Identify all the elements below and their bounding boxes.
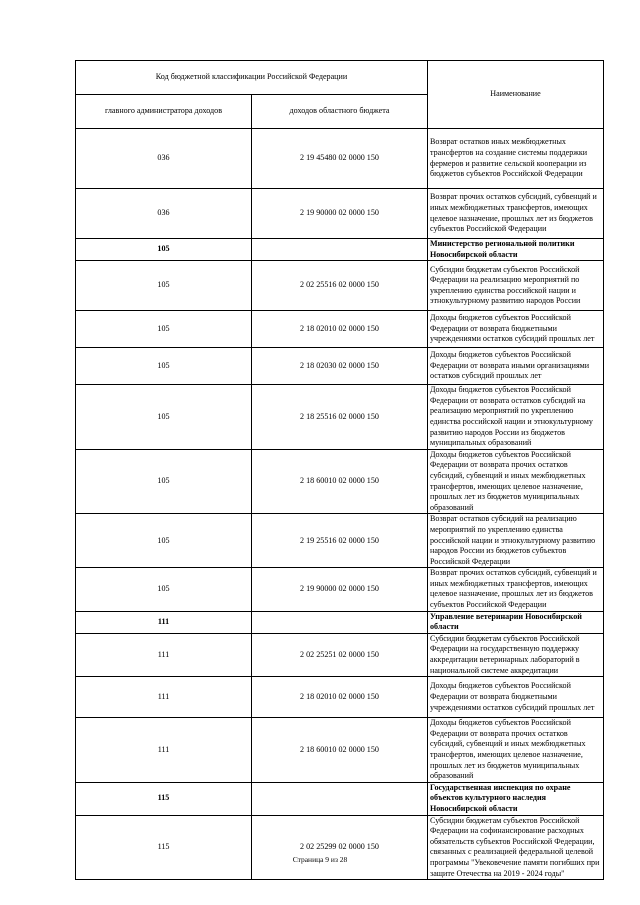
name-cell: Возврат прочих остатков субсидий, субвенций и иных межбюджетных трансфертов, имеющих целевое назначение, прошлых лет из бюджетов субъектов Российской Федерации — [428, 568, 604, 611]
name-cell: Возврат прочих остатков субсидий, субвенций и иных межбюджетных трансфертов, имеющих целевое назначение, прошлых лет из бюджетов субъектов Российской Федерации — [428, 189, 604, 239]
table-row — [76, 568, 604, 611]
income-code-cell: 2 19 25516 02 0000 150 — [252, 514, 428, 568]
admin-code-cell: 105 — [76, 311, 252, 348]
header-income-cell: доходов областного бюджета — [252, 95, 428, 129]
admin-code-cell: 105 — [76, 568, 252, 611]
income-code-cell — [252, 239, 428, 261]
admin-code-cell: 036 — [76, 189, 252, 239]
admin-code-cell: 105 — [76, 261, 252, 311]
income-code-cell — [252, 611, 428, 633]
header-admin-cell: главного администратора доходов — [76, 95, 252, 129]
name-cell: Возврат остатков иных межбюджетных трансфертов на создание системы поддержки фермеров и развитие сельской кооперации из бюджетов субъектов Российской Федерации — [428, 129, 604, 189]
budget-classification-table — [75, 60, 604, 880]
section-row — [76, 611, 604, 633]
admin-code-cell: 115 — [76, 815, 252, 880]
table-row — [76, 261, 604, 311]
income-code-cell: 2 18 02010 02 0000 150 — [252, 311, 428, 348]
table-row — [76, 311, 604, 348]
table-row — [76, 677, 604, 718]
income-code-cell: 2 18 60010 02 0000 150 — [252, 718, 428, 783]
section-row — [76, 782, 604, 815]
income-code-cell: 2 18 02010 02 0000 150 — [252, 677, 428, 718]
income-code-cell: 2 19 90000 02 0000 150 — [252, 189, 428, 239]
admin-code-cell: 105 — [76, 239, 252, 261]
page-footer: Страница 9 из 28 — [292, 855, 348, 864]
income-code-cell — [252, 782, 428, 815]
name-cell: Доходы бюджетов субъектов Российской Федерации от возврата иными организациями остатков субсидий прошлых лет — [428, 348, 604, 385]
name-cell: Управление ветеринарии Новосибирской области — [428, 611, 604, 633]
name-cell: Доходы бюджетов субъектов Российской Федерации от возврата остатков субсидий на реализацию мероприятий по укреплению единства российской нации и этнокультурному развитию народов России из бюджетов муниципальных образований — [428, 385, 604, 450]
table-row — [76, 129, 604, 189]
table-body — [76, 129, 604, 880]
name-cell: Министерство региональной политики Новосибирской области — [428, 239, 604, 261]
name-cell: Доходы бюджетов субъектов Российской Федерации от возврата бюджетными учреждениями остатков субсидий прошлых лет — [428, 677, 604, 718]
admin-code-cell: 105 — [76, 449, 252, 514]
table-row — [76, 633, 604, 676]
admin-code-cell: 105 — [76, 348, 252, 385]
income-code-cell: 2 19 90000 02 0000 150 — [252, 568, 428, 611]
name-cell: Доходы бюджетов субъектов Российской Федерации от возврата прочих остатков субсидий, субвенций и иных межбюджетных трансфертов, имеющих целевое назначение, прошлых лет из бюджетов муниципальных образований — [428, 449, 604, 514]
income-code-cell: 2 18 60010 02 0000 150 — [252, 449, 428, 514]
table-row — [76, 514, 604, 568]
income-code-cell: 2 02 25516 02 0000 150 — [252, 261, 428, 311]
admin-code-cell: 105 — [76, 385, 252, 450]
name-cell: Субсидии бюджетам субъектов Российской Федерации на реализацию мероприятий по укреплению единства российской нации и этнокультурному развитию народов России — [428, 261, 604, 311]
header-name-cell: Наименование — [428, 61, 604, 129]
table-row — [76, 385, 604, 450]
table-row — [76, 449, 604, 514]
income-code-cell: 2 02 25299 02 0000 150 — [252, 815, 428, 880]
header-group-cell: Код бюджетной классификации Российской Федерации — [76, 61, 428, 95]
admin-code-cell: 111 — [76, 611, 252, 633]
admin-code-cell: 111 — [76, 718, 252, 783]
name-cell: Субсидии бюджетам субъектов Российской Федерации на софинансирование расходных обязательств субъектов Российской Федерации, связанных с реализацией федеральной целевой программы "Увековечение памяти погибших при защите Отечества на 2019 - 2024 годы" — [428, 815, 604, 880]
name-cell: Возврат остатков субсидий на реализацию мероприятий по укреплению единства российской нации и этнокультурному развитию народов России из бюджетов субъектов Российской Федерации — [428, 514, 604, 568]
table-row — [76, 348, 604, 385]
admin-code-cell: 111 — [76, 677, 252, 718]
name-cell: Субсидии бюджетам субъектов Российской Федерации на государственную поддержку аккредитации ветеринарных лабораторий в национальной системе аккредитации — [428, 633, 604, 676]
income-code-cell: 2 18 25516 02 0000 150 — [252, 385, 428, 450]
admin-code-cell: 036 — [76, 129, 252, 189]
admin-code-cell: 111 — [76, 633, 252, 676]
table-row — [76, 815, 604, 880]
income-code-cell: 2 19 45480 02 0000 150 — [252, 129, 428, 189]
section-row — [76, 239, 604, 261]
admin-code-cell: 115 — [76, 782, 252, 815]
name-cell: Доходы бюджетов субъектов Российской Федерации от возврата прочих остатков субсидий, субвенций и иных межбюджетных трансфертов, имеющих целевое назначение, прошлых лет из бюджетов муниципальных образований — [428, 718, 604, 783]
income-code-cell: 2 18 02030 02 0000 150 — [252, 348, 428, 385]
income-code-cell: 2 02 25251 02 0000 150 — [252, 633, 428, 676]
table-row — [76, 718, 604, 783]
name-cell: Государственная инспекция по охране объектов культурного наследия Новосибирской области — [428, 782, 604, 815]
name-cell: Доходы бюджетов субъектов Российской Федерации от возврата бюджетными учреждениями остатков субсидий прошлых лет — [428, 311, 604, 348]
table-row — [76, 189, 604, 239]
admin-code-cell: 105 — [76, 514, 252, 568]
